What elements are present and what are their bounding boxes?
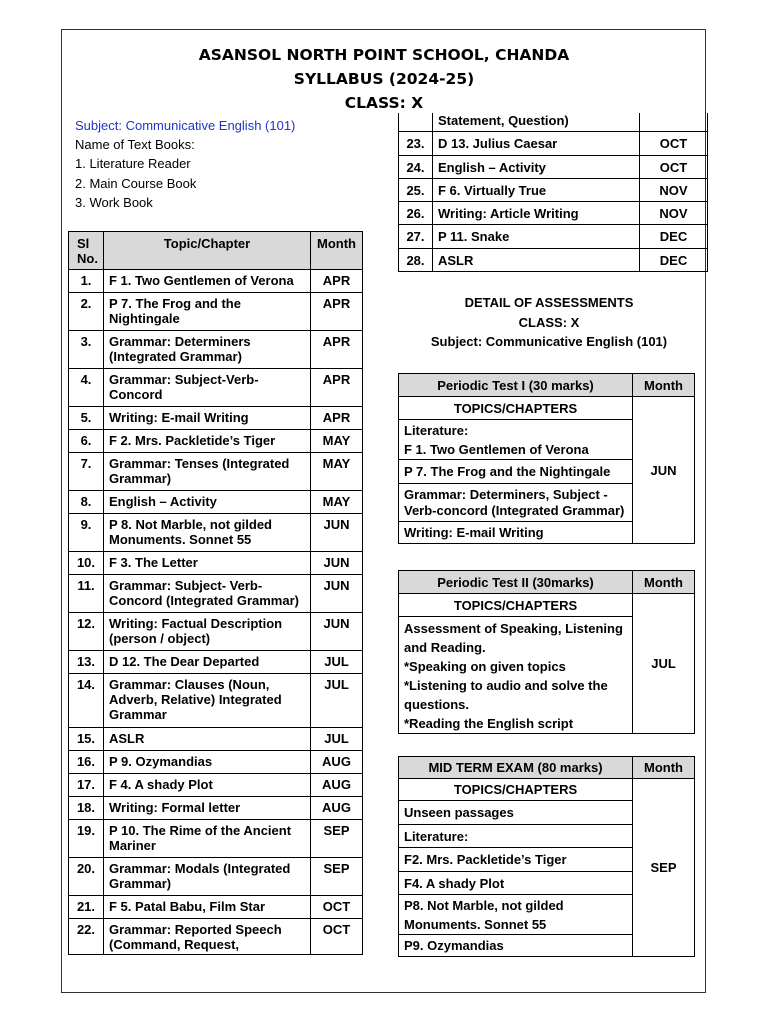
table-row [399,178,708,201]
row-month: MAY [311,430,363,453]
mid-term-table [398,756,695,957]
syllabus-title: SYLLABUS (2024-25) [293,70,475,88]
row-number: 20. [69,858,104,896]
pt1-line: Writing: E-mail Writing [399,522,633,544]
row-month: JUN [311,514,363,552]
table-row [69,858,363,896]
row-number: 16. [69,751,104,774]
row-month: DEC [640,224,708,248]
row-month: OCT [640,155,708,178]
row-number [399,113,433,131]
row-month: JUL [311,728,363,751]
row-topic: Grammar: Subject-Verb-Concord [104,369,311,407]
table-row [69,514,363,552]
row-month: NOV [640,201,708,224]
row-number: 15. [69,728,104,751]
mid-month-header: Month [633,757,695,779]
table-row [69,751,363,774]
table-row [69,820,363,858]
row-number: 5. [69,407,104,430]
row-month: JUN [311,613,363,651]
mid-topics-header: TOPICS/CHAPTERS [399,779,633,801]
pt1-line: Verb-concord (Integrated Grammar) [404,502,625,518]
pt1-line: Grammar: Determiners, Subject - [404,486,608,502]
table-row [69,896,363,919]
row-topic: Writing: Formal letter [104,797,311,820]
school-title: ASANSOL NORTH POINT SCHOOL, CHANDA [198,46,570,64]
row-topic: Grammar: Subject- Verb-Concord (Integrated Grammar) [104,575,311,613]
mid-line: Unseen passages [399,801,633,825]
row-topic: P 7. The Frog and the Nightingale [104,293,311,331]
row-month: OCT [640,131,708,155]
row-topic: Writing: Article Writing [433,201,640,224]
row-topic: D 13. Julius Caesar [433,131,640,155]
table-row [69,491,363,514]
row-month: MAY [311,491,363,514]
row-topic: ASLR [104,728,311,751]
row-number: 25. [399,178,433,201]
table-row [69,674,363,728]
row-number: 10. [69,552,104,575]
row-month: JUN [311,552,363,575]
row-month: JUN [311,575,363,613]
book-item: 2. Main Course Book [75,176,197,191]
table-header-row [69,232,363,270]
row-number: 24. [399,155,433,178]
row-month: SEP [311,820,363,858]
row-number: 6. [69,430,104,453]
assessment-heading: DETAIL OF ASSESSMENTS [464,295,634,310]
table-row [69,575,363,613]
row-number: 2. [69,293,104,331]
row-number: 4. [69,369,104,407]
pt2-month-header: Month [633,571,695,594]
pt1-line: F 1. Two Gentlemen of Verona [404,441,589,457]
row-topic: P 10. The Rime of the Ancient Mariner [104,820,311,858]
syllabus-table-continued [398,113,708,272]
pt2-topic-cell [399,617,633,734]
mid-title: MID TERM EXAM (80 marks) [399,757,633,779]
mid-line: F4. A shady Plot [399,872,633,895]
pt2-topics-header: TOPICS/CHAPTERS [399,594,633,617]
row-topic: D 12. The Dear Departed [104,651,311,674]
row-topic: English – Activity [433,155,640,178]
book-item: 1. Literature Reader [75,156,191,171]
row-month: OCT [311,896,363,919]
assessment-subject: Subject: Communicative English (101) [430,334,668,349]
row-number: 22. [69,919,104,955]
table-row [69,407,363,430]
pt1-topics-header: TOPICS/CHAPTERS [399,397,633,420]
row-number: 8. [69,491,104,514]
table-row [69,453,363,491]
row-month: MAY [311,453,363,491]
mid-month: SEP [633,779,695,957]
class-title: CLASS: X [344,94,424,112]
row-month: APR [311,369,363,407]
table-row [69,331,363,369]
pt1-month-header: Month [633,374,695,397]
book-item: 3. Work Book [75,195,153,210]
table-row [69,613,363,651]
row-number: 26. [399,201,433,224]
row-topic: Grammar: Clauses (Noun, Adverb, Relative) Integrated Grammar [104,674,311,728]
row-topic: F 4. A shady Plot [104,774,311,797]
pt2-month: JUL [633,594,695,734]
row-topic: F 5. Patal Babu, Film Star [104,896,311,919]
pt1-line: P 7. The Frog and the Nightingale [399,460,633,484]
row-number: 3. [69,331,104,369]
row-number: 12. [69,613,104,651]
row-topic: P 11. Snake [433,224,640,248]
table-row [69,728,363,751]
row-month: APR [311,293,363,331]
row-topic: F 6. Virtually True [433,178,640,201]
pt2-line: *Listening to audio and solve the [404,678,608,693]
table-row [399,131,708,155]
col-header-month: Month [311,232,363,270]
pt1-topic-cell [399,420,633,460]
subject-line: Subject: Communicative English (101) [75,118,296,133]
row-month: OCT [311,919,363,955]
mid-line: F2. Mrs. Packletide’s Tiger [399,848,633,872]
row-number: 17. [69,774,104,797]
row-topic: F 2. Mrs. Packletide’s Tiger [104,430,311,453]
pt1-month: JUN [633,397,695,544]
table-row [69,919,363,955]
row-month: SEP [311,858,363,896]
row-topic: Grammar: Reported Speech (Command, Request, [104,919,311,955]
row-number: 1. [69,270,104,293]
row-number: 28. [399,248,433,271]
row-topic: P 9. Ozymandias [104,751,311,774]
row-number: 9. [69,514,104,552]
table-row [399,113,708,131]
row-month: JUL [311,674,363,728]
row-topic: P 8. Not Marble, not gilded Monuments. Sonnet 55 [104,514,311,552]
table-row [69,651,363,674]
row-number: 14. [69,674,104,728]
pt2-line: *Speaking on given topics [404,659,566,674]
pt2-line: questions. [404,697,470,712]
row-number: 19. [69,820,104,858]
table-row [399,155,708,178]
mid-line: P9. Ozymandias [399,935,633,957]
pt2-line: and Reading. [404,640,486,655]
table-row [399,224,708,248]
row-number: 21. [69,896,104,919]
table-row [69,552,363,575]
books-heading: Name of Text Books: [75,137,195,152]
pt1-title: Periodic Test I (30 marks) [399,374,633,397]
row-topic: Statement, Question) [433,113,640,131]
col-header-sl: Sl No. [69,232,104,270]
row-topic: F 1. Two Gentlemen of Verona [104,270,311,293]
pt1-line: Literature: [404,422,469,438]
pt2-line: Assessment of Speaking, Listening [404,621,623,636]
row-number: 7. [69,453,104,491]
table-row [69,270,363,293]
row-month: APR [311,270,363,293]
mid-line: Monuments. Sonnet 55 [404,916,547,932]
row-topic: F 3. The Letter [104,552,311,575]
row-topic: English – Activity [104,491,311,514]
table-row [69,430,363,453]
table-row [69,774,363,797]
row-topic: ASLR [433,248,640,271]
row-number: 11. [69,575,104,613]
col-header-topic: Topic/Chapter [104,232,311,270]
table-row [69,369,363,407]
row-number: 18. [69,797,104,820]
row-month: AUG [311,751,363,774]
row-month: DEC [640,248,708,271]
row-topic: Writing: Factual Description (person / object) [104,613,311,651]
row-number: 27. [399,224,433,248]
row-month: APR [311,331,363,369]
row-month: NOV [640,178,708,201]
row-topic: Grammar: Modals (Integrated Grammar) [104,858,311,896]
mid-line: Literature: [399,825,633,848]
table-row [399,248,708,271]
row-month: JUL [311,651,363,674]
row-topic: Grammar: Tenses (Integrated Grammar) [104,453,311,491]
row-topic: Writing: E-mail Writing [104,407,311,430]
syllabus-table [68,231,363,955]
table-row [69,293,363,331]
pt2-title: Periodic Test II (30marks) [399,571,633,594]
table-row [69,797,363,820]
row-month: APR [311,407,363,430]
row-number: 13. [69,651,104,674]
table-row [399,201,708,224]
assessment-class: CLASS: X [518,315,580,330]
row-month: AUG [311,797,363,820]
pt2-line: *Reading the English script [404,716,574,731]
mid-topic-cell [399,895,633,935]
mid-line: P8. Not Marble, not gilded [404,897,564,913]
periodic-test-2-table [398,570,695,734]
row-month: AUG [311,774,363,797]
periodic-test-1-table [398,373,695,544]
row-topic: Grammar: Determiners (Integrated Grammar) [104,331,311,369]
row-month [640,113,708,131]
row-number: 23. [399,131,433,155]
pt1-topic-cell [399,484,633,522]
